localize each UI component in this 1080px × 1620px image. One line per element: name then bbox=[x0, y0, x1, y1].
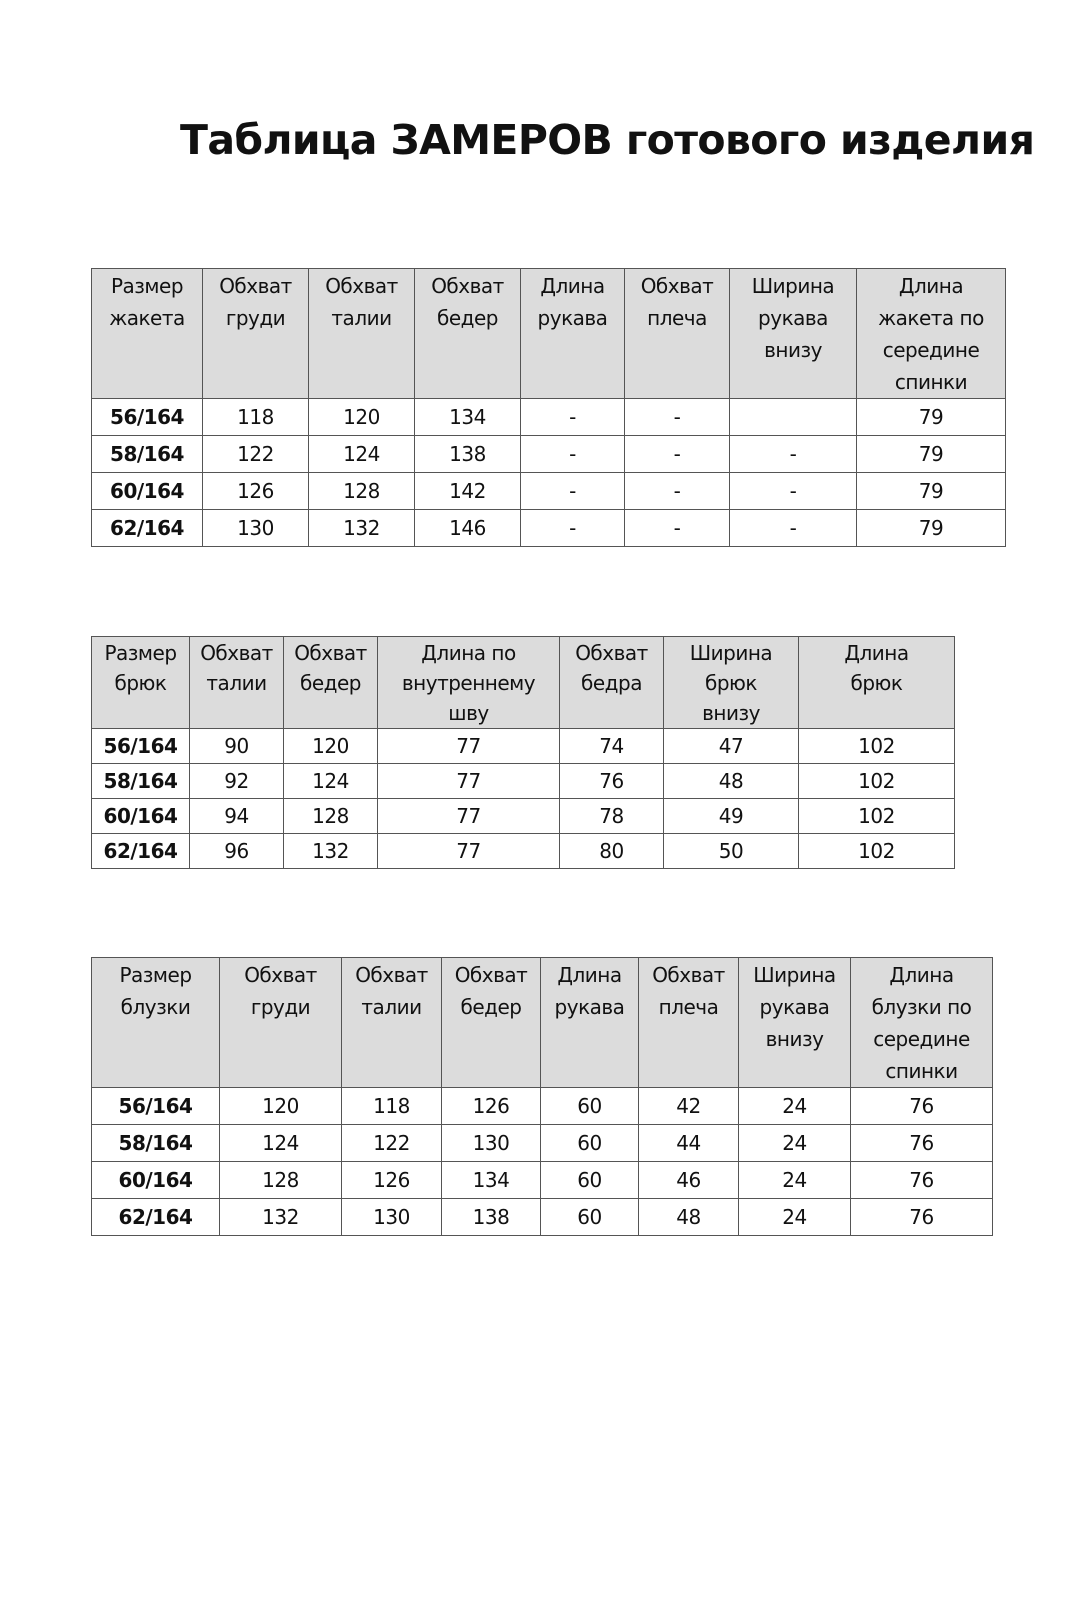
column-header: Размер блузки bbox=[92, 958, 220, 1088]
measurement-cell: 126 bbox=[203, 473, 309, 510]
measurement-cell: 134 bbox=[442, 1162, 541, 1199]
header-row bbox=[92, 958, 993, 1088]
measurement-cell: 77 bbox=[378, 729, 560, 764]
measurement-cell: - bbox=[625, 399, 730, 436]
measurement-cell: 120 bbox=[309, 399, 415, 436]
measurement-cell: 134 bbox=[415, 399, 521, 436]
measurement-cell: - bbox=[521, 399, 625, 436]
measurement-cell: 24 bbox=[739, 1125, 851, 1162]
table-header bbox=[92, 269, 1006, 399]
measurement-cell: 102 bbox=[799, 834, 955, 869]
measurement-cell: 146 bbox=[415, 510, 521, 547]
measurement-cell: - bbox=[730, 473, 857, 510]
measurement-cell: 74 bbox=[560, 729, 664, 764]
measurement-cell: - bbox=[730, 436, 857, 473]
measurement-cell: 76 bbox=[851, 1088, 993, 1125]
column-header: Длина блузки по середине спинки bbox=[851, 958, 993, 1088]
column-header: Ширина брюк внизу bbox=[664, 637, 799, 729]
measurement-cell: 142 bbox=[415, 473, 521, 510]
column-header: Ширина рукава внизу bbox=[730, 269, 857, 399]
measurement-cell: 78 bbox=[560, 799, 664, 834]
measurement-cell: 48 bbox=[639, 1199, 739, 1236]
measurement-cell: 80 bbox=[560, 834, 664, 869]
measurement-cell: 130 bbox=[203, 510, 309, 547]
measurement-cell bbox=[730, 399, 857, 436]
table-row bbox=[92, 1125, 993, 1162]
size-cell: 62/164 bbox=[92, 834, 190, 869]
measurement-cell: - bbox=[521, 510, 625, 547]
measurement-cell: 122 bbox=[203, 436, 309, 473]
column-header: Длина по внутреннему шву bbox=[378, 637, 560, 729]
measurement-cell: 128 bbox=[309, 473, 415, 510]
measurement-cell: 124 bbox=[220, 1125, 342, 1162]
measurement-cell: 128 bbox=[220, 1162, 342, 1199]
measurement-cell: 118 bbox=[342, 1088, 442, 1125]
measurement-cell: 120 bbox=[220, 1088, 342, 1125]
measurement-cell: 102 bbox=[799, 764, 955, 799]
size-cell: 62/164 bbox=[92, 510, 203, 547]
table-body bbox=[92, 729, 955, 869]
size-cell: 58/164 bbox=[92, 1125, 220, 1162]
table-body bbox=[92, 1088, 993, 1236]
header-row bbox=[92, 637, 955, 729]
table-row bbox=[92, 436, 1006, 473]
column-header: Обхват бедер bbox=[442, 958, 541, 1088]
measurement-cell: 48 bbox=[664, 764, 799, 799]
table-row bbox=[92, 764, 955, 799]
column-header: Обхват плеча bbox=[625, 269, 730, 399]
measurement-cell: 128 bbox=[284, 799, 378, 834]
column-header: Обхват талии bbox=[342, 958, 442, 1088]
measurement-cell: - bbox=[625, 436, 730, 473]
column-header: Обхват плеча bbox=[639, 958, 739, 1088]
measurement-cell: - bbox=[625, 473, 730, 510]
table-row bbox=[92, 1199, 993, 1236]
measurement-cell: 77 bbox=[378, 799, 560, 834]
measurement-cell: 94 bbox=[190, 799, 284, 834]
table-row bbox=[92, 399, 1006, 436]
table-row bbox=[92, 799, 955, 834]
header-row bbox=[92, 269, 1006, 399]
page-title: Таблица ЗАМЕРОВ готового изделия bbox=[180, 116, 1035, 164]
measurement-cell: 76 bbox=[851, 1162, 993, 1199]
size-cell: 60/164 bbox=[92, 799, 190, 834]
measurement-cell: 76 bbox=[560, 764, 664, 799]
measurement-cell: 96 bbox=[190, 834, 284, 869]
measurement-cell: 60 bbox=[541, 1125, 639, 1162]
size-cell: 56/164 bbox=[92, 399, 203, 436]
column-header: Обхват груди bbox=[220, 958, 342, 1088]
table-row bbox=[92, 473, 1006, 510]
column-header: Ширина рукава внизу bbox=[739, 958, 851, 1088]
column-header: Обхват бедра bbox=[560, 637, 664, 729]
table-header bbox=[92, 637, 955, 729]
size-cell: 60/164 bbox=[92, 473, 203, 510]
measurement-cell: 47 bbox=[664, 729, 799, 764]
measurement-cell: 132 bbox=[220, 1199, 342, 1236]
measurement-cell: 24 bbox=[739, 1088, 851, 1125]
measurement-cell: 79 bbox=[857, 473, 1006, 510]
column-header: Обхват талии bbox=[309, 269, 415, 399]
measurement-cell: 132 bbox=[284, 834, 378, 869]
measurement-cell: - bbox=[521, 436, 625, 473]
measurement-cell: 120 bbox=[284, 729, 378, 764]
size-cell: 56/164 bbox=[92, 1088, 220, 1125]
measurement-cell: 138 bbox=[442, 1199, 541, 1236]
measurement-cell: 79 bbox=[857, 510, 1006, 547]
measurement-cell: 130 bbox=[442, 1125, 541, 1162]
measurement-cell: 118 bbox=[203, 399, 309, 436]
blouse-size-table bbox=[91, 957, 993, 1236]
measurement-cell: 44 bbox=[639, 1125, 739, 1162]
measurement-cell: 90 bbox=[190, 729, 284, 764]
column-header: Обхват талии bbox=[190, 637, 284, 729]
trousers-size-table bbox=[91, 636, 955, 869]
measurement-cell: 122 bbox=[342, 1125, 442, 1162]
measurement-cell: - bbox=[625, 510, 730, 547]
column-header: Размер жакета bbox=[92, 269, 203, 399]
measurement-cell: 24 bbox=[739, 1199, 851, 1236]
measurement-cell: 76 bbox=[851, 1199, 993, 1236]
measurement-cell: 124 bbox=[309, 436, 415, 473]
measurement-cell: 92 bbox=[190, 764, 284, 799]
measurement-cell: 124 bbox=[284, 764, 378, 799]
measurement-cell: 138 bbox=[415, 436, 521, 473]
column-header: Размер брюк bbox=[92, 637, 190, 729]
table-row bbox=[92, 510, 1006, 547]
measurement-cell: 130 bbox=[342, 1199, 442, 1236]
measurement-cell: 24 bbox=[739, 1162, 851, 1199]
table-body bbox=[92, 399, 1006, 547]
size-cell: 58/164 bbox=[92, 764, 190, 799]
size-cell: 58/164 bbox=[92, 436, 203, 473]
measurement-cell: 132 bbox=[309, 510, 415, 547]
size-cell: 60/164 bbox=[92, 1162, 220, 1199]
measurement-cell: 126 bbox=[442, 1088, 541, 1125]
measurement-cell: 60 bbox=[541, 1199, 639, 1236]
measurement-cell: 60 bbox=[541, 1088, 639, 1125]
size-cell: 62/164 bbox=[92, 1199, 220, 1236]
measurement-cell: 102 bbox=[799, 729, 955, 764]
column-header: Обхват бедер bbox=[415, 269, 521, 399]
measurement-cell: 126 bbox=[342, 1162, 442, 1199]
measurement-cell: 102 bbox=[799, 799, 955, 834]
table-row bbox=[92, 834, 955, 869]
column-header: Длина рукава bbox=[521, 269, 625, 399]
measurement-cell: 50 bbox=[664, 834, 799, 869]
measurement-cell: 77 bbox=[378, 764, 560, 799]
measurement-cell: 76 bbox=[851, 1125, 993, 1162]
measurement-cell: 42 bbox=[639, 1088, 739, 1125]
measurement-cell: 77 bbox=[378, 834, 560, 869]
column-header: Длина брюк bbox=[799, 637, 955, 729]
table-header bbox=[92, 958, 993, 1088]
table-row bbox=[92, 729, 955, 764]
column-header: Обхват груди bbox=[203, 269, 309, 399]
measurement-cell: 79 bbox=[857, 436, 1006, 473]
measurement-cell: 46 bbox=[639, 1162, 739, 1199]
jacket-size-table bbox=[91, 268, 1006, 547]
column-header: Длина жакета по середине спинки bbox=[857, 269, 1006, 399]
measurement-cell: 79 bbox=[857, 399, 1006, 436]
table-row bbox=[92, 1162, 993, 1199]
measurement-cell: - bbox=[730, 510, 857, 547]
measurement-cell: - bbox=[521, 473, 625, 510]
column-header: Обхват бедер bbox=[284, 637, 378, 729]
measurement-cell: 49 bbox=[664, 799, 799, 834]
column-header: Длина рукава bbox=[541, 958, 639, 1088]
size-cell: 56/164 bbox=[92, 729, 190, 764]
measurement-cell: 60 bbox=[541, 1162, 639, 1199]
table-row bbox=[92, 1088, 993, 1125]
